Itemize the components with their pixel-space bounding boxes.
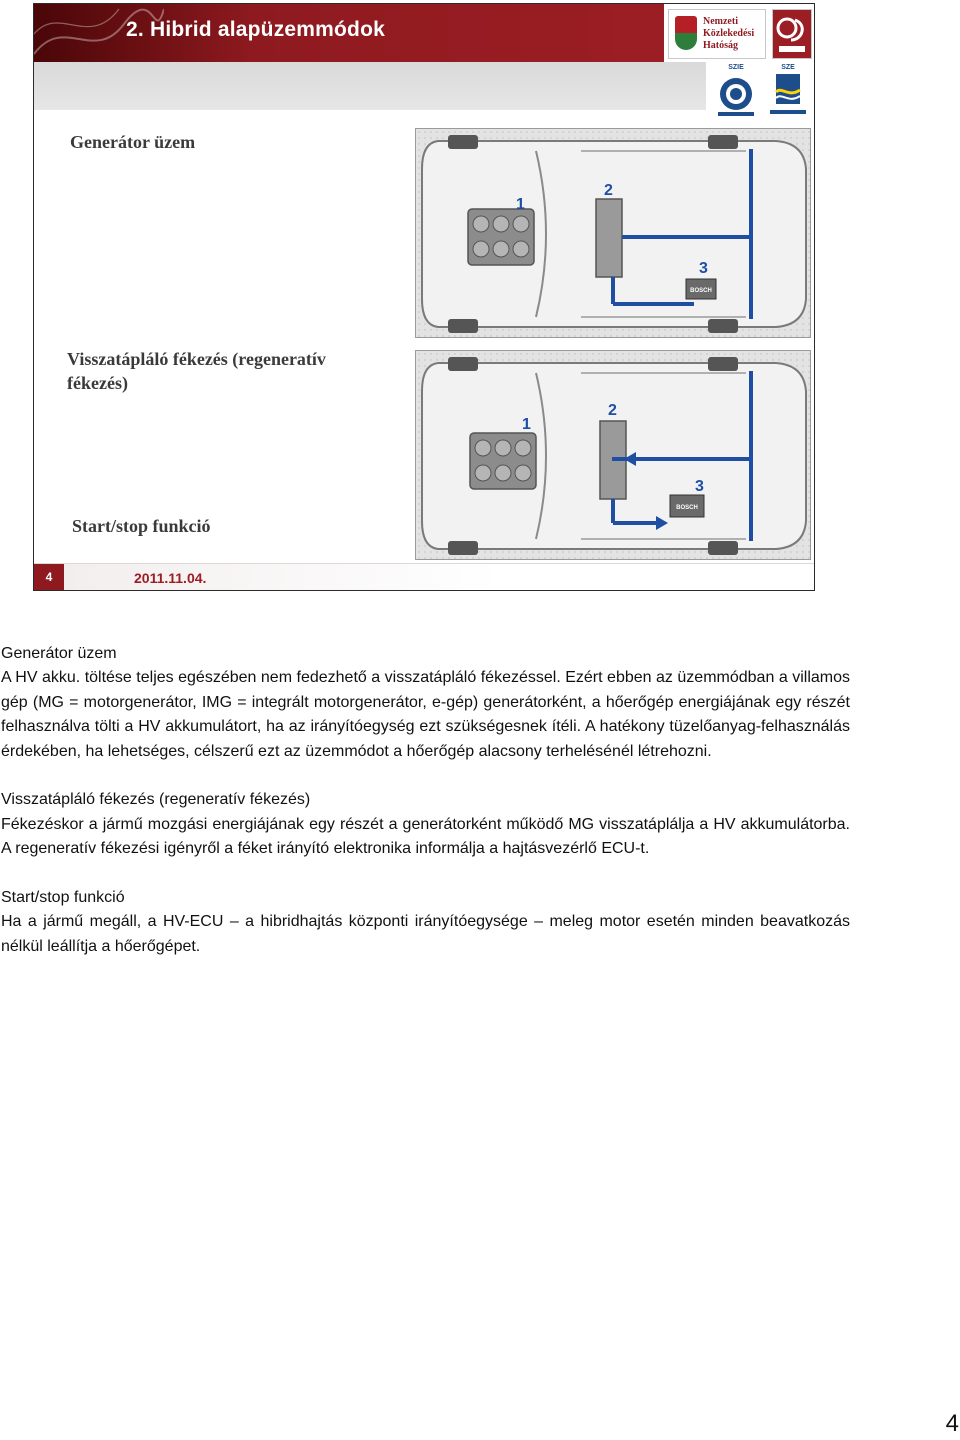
coat-of-arms-icon xyxy=(675,16,697,50)
nkh-logo xyxy=(668,9,766,59)
sze-logo-caption: SZE xyxy=(781,64,795,71)
note-generator-mode xyxy=(1,642,850,764)
slide-title: 2. Hibrid alapüzemmódok xyxy=(126,18,385,41)
diagram-number-2: 2 xyxy=(608,402,617,419)
car-topview-diagram xyxy=(416,351,812,561)
slide-footer xyxy=(34,563,814,590)
battery-brand-label: BOSCH xyxy=(690,288,712,294)
slide-header-bar xyxy=(34,4,664,62)
diagram-number-1: 1 xyxy=(522,416,531,433)
diagram-number-2: 2 xyxy=(604,182,613,199)
diagram-number-3: 3 xyxy=(699,260,708,277)
note-body: Ha a jármű megáll, a HV-ECU – a hibridhajtás központi irányítóegysége – meleg motor esetén minden beavatkozás nélkül leállítja a hőerőgépet. xyxy=(1,913,850,955)
diagram-number-1: 1 xyxy=(516,196,525,213)
presentation-slide xyxy=(33,3,815,591)
note-start-stop xyxy=(1,886,850,959)
szie-logo-caption: SZIE xyxy=(728,64,744,71)
car-diagram-regenerative xyxy=(415,350,811,560)
university-logo xyxy=(772,9,812,59)
battery-brand-label: BOSCH xyxy=(676,505,698,511)
engine-block xyxy=(468,209,534,265)
car-topview-diagram xyxy=(416,129,812,339)
gear-icon xyxy=(714,64,758,118)
note-body: A HV akku. töltése teljes egészében nem fedezhető a visszatápláló fékezéssel. Ezért ebben az üzemmódban a villamos gép (MG = motorgenerátor, IMG = integrált motorgenerátor, e-gép) generátorként, a hőerőgép energiájának egy részét felhasználva tölti a HV akkumulátort, ha az irányítóegység ezt szükségesnek ítéli. A hatékony tüzelőanyag-felhasználás érdekében, ha lehetséges, célszerű ezt az üzemmódot a hőerőgép alacsony terhelésénél létrehozni. xyxy=(1,669,850,760)
note-regenerative-braking xyxy=(1,788,850,861)
nkh-logo-text: Nemzeti Közlekedési Hatóság xyxy=(703,16,755,51)
slide-date: 2011.11.04. xyxy=(134,570,207,586)
label-start-stop: Start/stop funkció xyxy=(72,516,211,536)
wave-emblem-icon xyxy=(766,64,810,118)
note-title: Generátor üzem xyxy=(1,645,117,662)
note-title: Visszatápláló fékezés (regeneratív fékezés) xyxy=(1,791,311,809)
page-number: 4 xyxy=(945,1410,959,1437)
car-diagram-generator xyxy=(415,128,811,338)
slide-subtitle-bar xyxy=(34,62,706,110)
swirl-emblem-icon xyxy=(773,10,811,58)
note-body: Fékezéskor a jármű mozgási energiájának egy részét a generátorként működő MG visszatáplálja a HV akkumulátorba. A regeneratív fékezési igényről a féket irányító elektronika informálja a hajtásvezérlő ECU-t. xyxy=(1,815,850,858)
label-regenerative-braking: Visszatápláló fékezés (regeneratív fékezés) xyxy=(67,349,326,393)
label-generator-mode: Generátor üzem xyxy=(70,132,196,152)
engine-block xyxy=(470,433,536,489)
slide-number: 4 xyxy=(34,564,64,590)
lecture-notes xyxy=(1,642,850,984)
diagram-number-3: 3 xyxy=(695,478,704,495)
sze-logo xyxy=(766,64,810,118)
szie-logo xyxy=(714,64,758,118)
note-title: Start/stop funkció xyxy=(1,889,125,907)
motor-generator-block xyxy=(596,199,622,277)
